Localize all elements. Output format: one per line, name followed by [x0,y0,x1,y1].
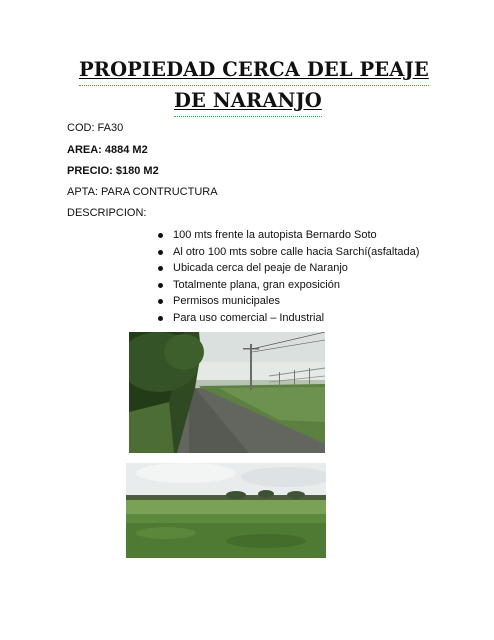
descripcion-label: DESCRIPCION: [67,207,147,219]
list-item: 100 mts frente la autopista Bernardo Soto [156,227,419,244]
road-photo-image [129,332,325,453]
title-line-2: DE NARANJO [174,89,322,112]
field-photo [126,463,326,558]
field-photo-image [126,463,326,558]
precio-field: PRECIO: $180 M2 [67,165,159,177]
description-list [156,227,419,326]
list-item: Ubicada cerca del peaje de Naranjo [156,260,419,277]
road-photo [129,332,325,453]
cod-field: COD: FA30 [67,122,124,134]
list-item: Al otro 100 mts sobre calle hacia Sarchí(asfaltada) [156,244,419,261]
apta-field: APTA: PARA CONTRUCTURA [67,186,218,198]
title-line-1: PROPIEDAD CERCA DEL PEAJE [79,58,429,81]
list-item: Permisos municipales [156,293,419,310]
area-field: AREA: 4884 M2 [67,144,148,156]
list-item: Para uso comercial – Industrial [156,310,419,327]
list-item: Totalmente plana, gran exposición [156,277,419,294]
